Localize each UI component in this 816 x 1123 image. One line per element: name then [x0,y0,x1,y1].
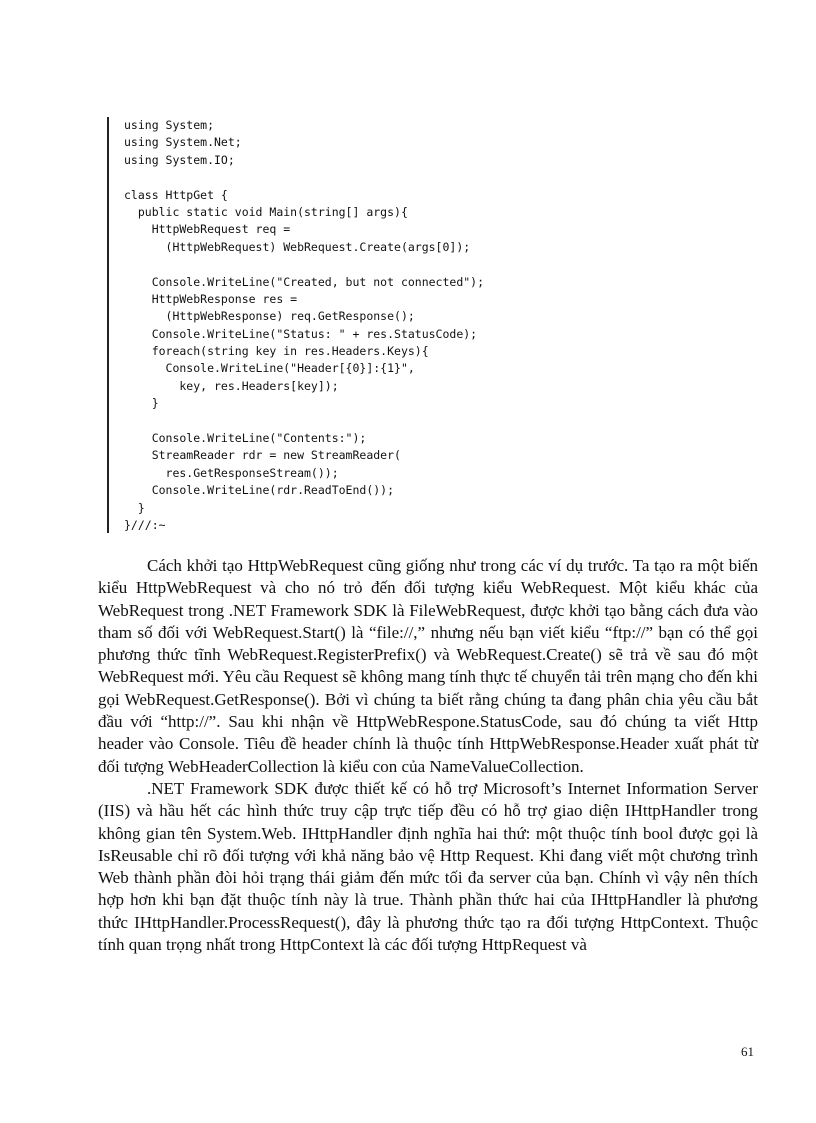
code-line: using System.Net; [124,135,242,150]
code-line: using System; [124,118,215,132]
code-line: HttpWebResponse res = [124,291,298,306]
code-line: } [124,500,145,515]
code-line: using System.IO; [124,152,235,167]
code-line: (HttpWebResponse) req.GetResponse(); [124,309,415,324]
code-line [124,256,627,273]
code-line: Console.WriteLine(rdr.ReadToEnd()); [124,483,395,498]
code-line [124,169,627,186]
code-line: Console.WriteLine("Header[{0}]:{1}", [124,361,415,376]
code-line: Console.WriteLine("Contents:"); [124,431,367,446]
code-line: (HttpWebRequest) WebRequest.Create(args[0]); [124,239,471,254]
code-line: foreach(string key in res.Headers.Keys){ [124,344,429,359]
code-line: } [124,396,159,411]
code-line: HttpWebRequest req = [124,222,291,237]
code-line: Console.WriteLine("Created, but not connected"); [124,274,485,289]
code-line: }///:~ [124,517,166,532]
code-line: StreamReader rdr = new StreamReader( [124,448,401,463]
paragraph-httpwebrequest: Cách khởi tạo HttpWebRequest cũng giống như trong các ví dụ trước. Ta tạo ra một biến kiểu HttpWebRequest và cho nó trỏ đến đối tượng kiểu WebRequest. Một kiểu khác của WebRequest trong .NET Framework SDK là FileWebRequest, được khởi tạo bằng cách đưa vào tham số đối với WebRequest.Start() là “file://,” nhưng nếu bạn viết kiểu “ftp://” bạn có thể gọi phương thức tĩnh WebRequest.RegisterPrefix() và WebRequest.Create() sẽ trả về sau đó một WebRequest mới. Yêu cầu Request sẽ không mang tính thực tế chuyển tải trên mạng cho đến khi gọi WebRequest.GetResponse(). Bởi vì chúng ta biết rằng chúng ta đang phân chia yêu cầu bắt đầu với “http://”. Sau khi nhận về HttpWebRespone.StatusCode, sau đó chúng ta viết Http header vào Console. Tiêu đề header chính là thuộc tính HttpWebResponse.Header xuất phát từ đối tượng WebHeaderCollection là kiểu con của NameValueCollection. [98,556,758,776]
code-listing [107,117,627,533]
code-line: Console.WriteLine("Status: " + res.StatusCode); [124,326,478,341]
code-line: res.GetResponseStream()); [124,465,339,480]
page-number: 61 [741,1044,754,1059]
code-line [124,413,627,430]
paragraph-framework-sdk: .NET Framework SDK được thiết kế có hỗ trợ Microsoft’s Internet Information Server (IIS) và hầu hết các hình thức truy cập trực tiếp đều có hỗ trợ giao diện IHttpHandler trong không gian tên System.Web. IHttpHandler định nghĩa hai thứ: một thuộc tính bool được gọi là IsReusable chỉ rõ đối tượng với khả năng bảo vệ Http Request. Khi đang viết một chương trình Web thành phần đòi hỏi trạng thái giảm đến mức tối đa server của bạn. Chính vì vậy nên thích hợp hơn khi bạn đặt thuộc tính này là true. Thành phần thức hai của IHttpHandler là phương thức IHttpHandler.ProcessRequest(), đây là phương thức tạo ra đối tượng HttpContext. Thuộc tính quan trọng nhất trong HttpContext là các đối tượng HttpRequest và [98,778,758,955]
body-text [98,555,758,956]
code-line: class HttpGet { [124,187,228,202]
code-line: key, res.Headers[key]); [124,378,339,393]
code-line: public static void Main(string[] args){ [124,204,408,219]
